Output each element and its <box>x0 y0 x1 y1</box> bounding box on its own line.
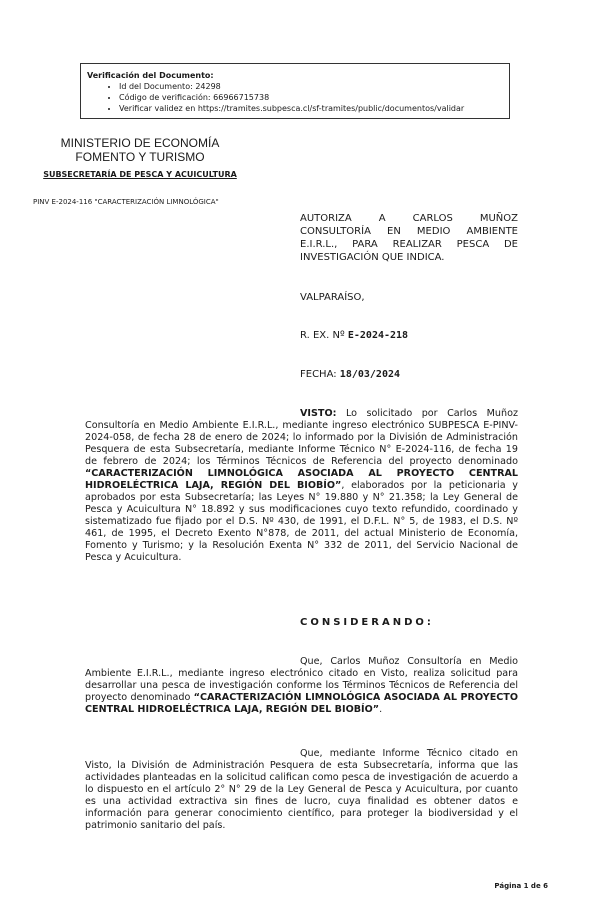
resolution-number <box>300 330 408 341</box>
visto-label: VISTO: <box>300 408 337 419</box>
considerando-paragraph-1 <box>85 656 518 716</box>
pinv-reference: PINV E-2024-116 "CARACTERIZACIÓN LIMNOLÓGICA" <box>33 198 219 206</box>
verification-code: • Código de verificación: 66966715738 <box>119 92 505 103</box>
visto-text-1: Lo solicitado por Carlos Muñoz Consultoría en Medio Ambiente E.I.R.L., mediante ingreso electrónico SUBPESCA E-PINV-2024-058, de fecha 28 de enero de 2024; lo informado por la División de Administración Pesquera de esta Subsecretaría, mediante Informe Técnico N° E-2024-116, de fecha 19 de febrero de 2024; los Términos Técnicos de Referencia del proyecto denominado <box>85 408 518 467</box>
considerando-paragraph-2: Que, mediante Informe Técnico citado en Visto, la División de Administración Pesquera de esta Subsecretaría, informa que las actividades planteadas en la solicitud califican como pesca de investigación de acuerdo a lo dispuesto en el artículo 2° N° 29 de la Ley General de Pesca y Acuicultura, por cuanto es una actividad extractiva sin fines de lucro, cuya finalidad es obtener datos e información para generar conocimiento científico, para proteger la biodiversidad y el patrimonio sanitario del país. <box>85 748 518 831</box>
considerando-1-text-2: . <box>379 704 383 715</box>
resolution-date <box>300 369 400 380</box>
ministry-name <box>40 136 240 164</box>
rex-label: R. EX. Nº <box>300 330 345 341</box>
considerando-1-project-name: “CARACTERIZACIÓN LIMNOLÓGICA ASOCIADA AL PROYECTO CENTRAL HIDROELÉCTRICA LAJA, REGIÓN DEL BIOBÍO” <box>85 692 518 715</box>
fecha-label: FECHA: <box>300 369 337 380</box>
page-number: Página 1 de 6 <box>494 882 548 890</box>
fecha-value: 18/03/2024 <box>339 369 401 380</box>
verification-doc-id: • Id del Documento: 24298 <box>119 81 505 92</box>
place-label: VALPARAÍSO, <box>300 292 365 303</box>
verification-url[interactable]: • Verificar validez en https://tramites.subpesca.cl/sf-tramites/public/documentos/validar <box>119 103 505 114</box>
considerando-heading: CONSIDERANDO: <box>300 617 434 628</box>
visto-paragraph <box>85 408 518 564</box>
resolution-summary: AUTORIZA A CARLOS MUÑOZ CONSULTORÍA EN MEDIO AMBIENTE E.I.R.L., PARA REALIZAR PESCA DE INVESTIGACIÓN QUE INDICA. <box>300 213 518 263</box>
visto-project-name: “CARACTERIZACIÓN LIMNOLÓGICA ASOCIADA AL PROYECTO CENTRAL HIDROELÉCTRICA LAJA, REGIÓN DEL BIOBÍO” <box>85 468 518 491</box>
visto-text-2: , elaborados por la peticionaria y aprobados por esta Subsecretaría; las Leyes N° 19.880 y N° 21.358; la Ley General de Pesca y Acuicultura N° 18.892 y sus modificaciones cuyo texto refundido, coordinado y sistematizado fue fijado por el D.S. Nº 430, de 1991, el D.F.L. N° 5, de 1983, el D.S. Nº 461, de 1995, el Decreto Exento N°878, de 2011, del actual Ministerio de Economía, Fomento y Turismo; y la Resolución Exenta N° 332 de 2011, del Servicio Nacional de Pesca y Acuicultura. <box>85 480 518 563</box>
verification-title: Verificación del Documento: <box>87 71 214 80</box>
ministry-line-1: MINISTERIO DE ECONOMÍA <box>60 136 220 150</box>
verification-list <box>87 81 505 114</box>
rex-value: E-2024-218 <box>347 330 409 341</box>
subsecretaria-name: SUBSECRETARÍA DE PESCA Y ACUICULTURA <box>43 170 237 179</box>
ministry-line-2: FOMENTO Y TURISMO <box>75 150 205 164</box>
verification-box <box>80 63 510 119</box>
considerando-1-text-1: Que, Carlos Muñoz Consultoría en Medio Ambiente E.I.R.L., mediante ingreso electrónico citado en Visto, realiza solicitud para desarrollar una pesca de investigación conforme los Términos Técnicos de Referencia del proyecto denominado <box>85 656 518 703</box>
